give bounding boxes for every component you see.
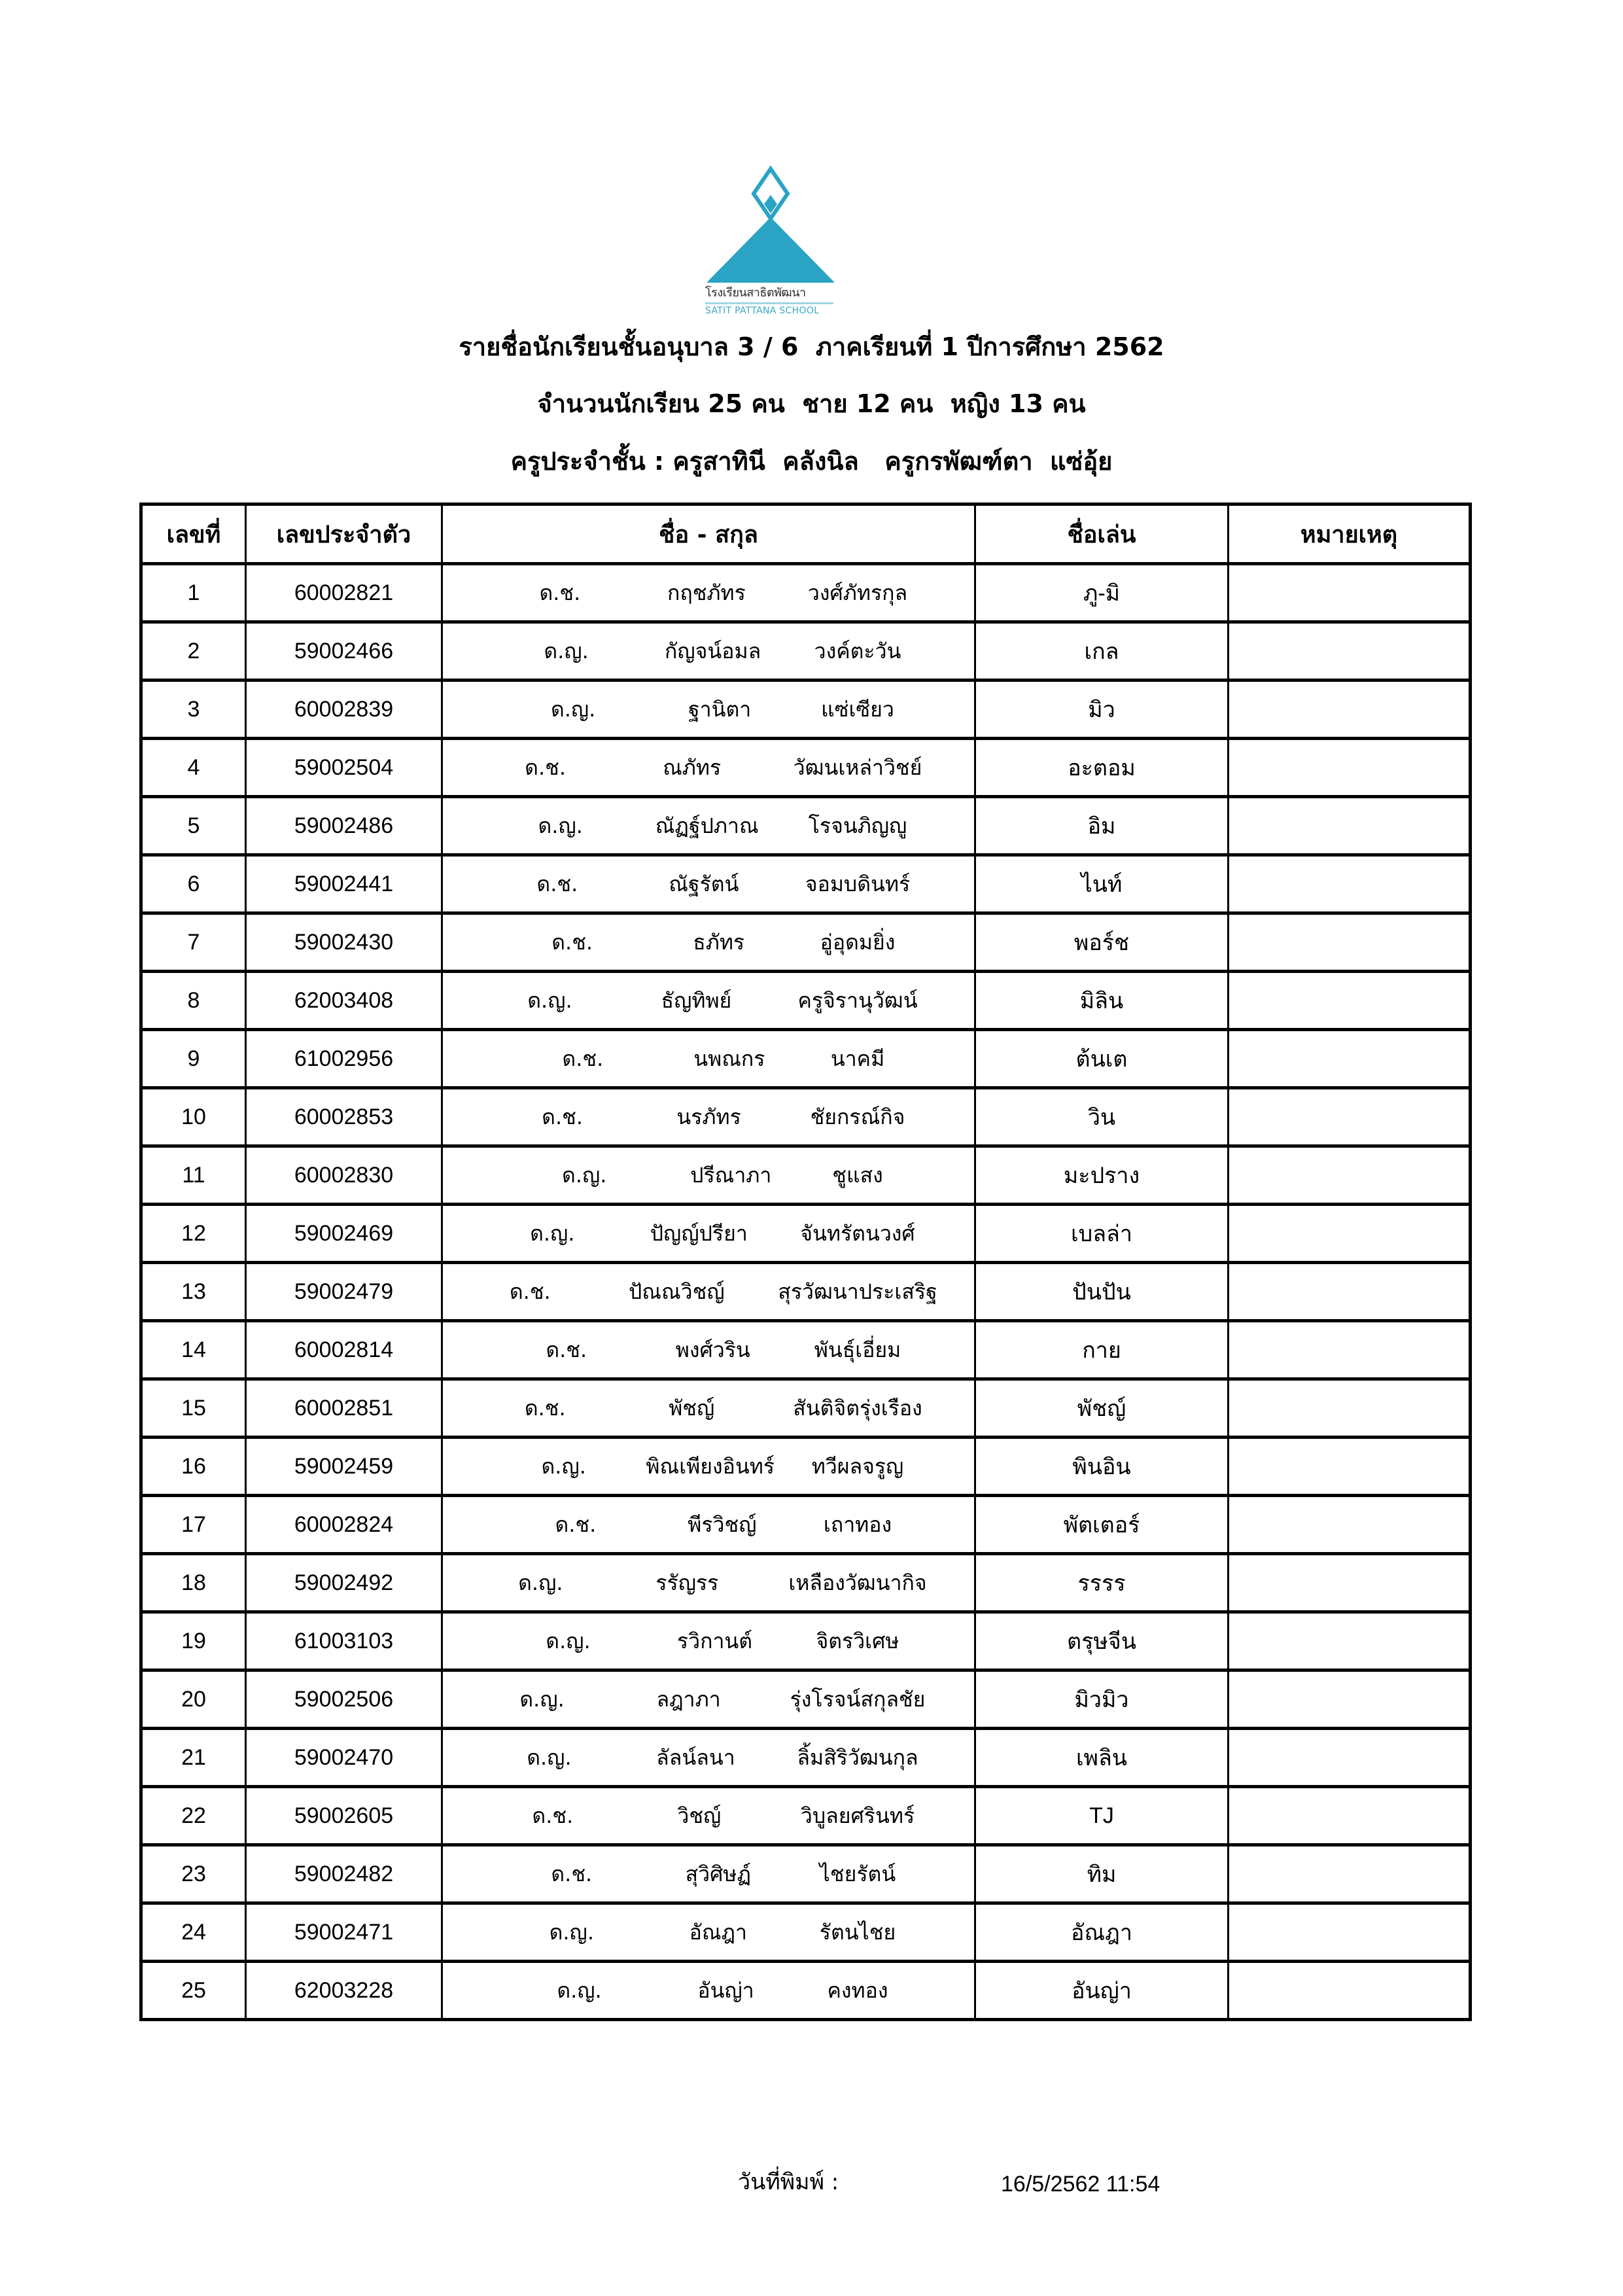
full-name-cell (442, 1845, 975, 1903)
remarks (1229, 855, 1471, 913)
full-name-cell (442, 739, 975, 797)
student-id: 59002471 (246, 1903, 442, 1962)
remarks (1229, 1205, 1471, 1263)
table-row (141, 564, 1471, 622)
table-row (141, 1379, 1471, 1438)
name-prefix: ด.ช. (542, 1104, 583, 1129)
table-row (141, 1146, 1471, 1205)
student-id: 59002470 (246, 1729, 442, 1787)
table-header-row (141, 504, 1471, 564)
row-number: 21 (141, 1729, 246, 1787)
table-row (141, 1205, 1471, 1263)
student-id: 59002459 (246, 1438, 442, 1496)
student-id: 60002824 (246, 1496, 442, 1554)
nickname: ไนท์ (975, 855, 1229, 913)
full-name-cell (442, 564, 975, 622)
row-number: 8 (141, 972, 246, 1030)
name-prefix: ด.ช. (562, 1046, 604, 1071)
row-number: 15 (141, 1379, 246, 1438)
remarks (1229, 1321, 1471, 1379)
table-row (141, 622, 1471, 680)
full-name-cell (442, 1146, 975, 1205)
last-name: ไชยรัตน์ (819, 1861, 896, 1886)
satit-pattana-triangle-logo-icon (692, 164, 849, 288)
first-name: พีรวิชญ์ (688, 1511, 757, 1537)
nickname: วิน (975, 1088, 1229, 1146)
row-number: 4 (141, 739, 246, 797)
table-row (141, 1787, 1471, 1845)
full-name-cell (442, 680, 975, 739)
nickname: อิม (975, 797, 1229, 855)
student-id: 62003228 (246, 1962, 442, 2020)
name-prefix: ด.ช. (555, 1511, 597, 1537)
row-number: 3 (141, 680, 246, 739)
first-name: ฐานิตา (688, 696, 752, 722)
full-name-cell (442, 1962, 975, 2020)
row-number: 17 (141, 1496, 246, 1554)
full-name-cell (442, 1554, 975, 1612)
name-prefix: ด.ช. (536, 871, 578, 896)
nickname: ปันปัน (975, 1263, 1229, 1321)
row-number: 22 (141, 1787, 246, 1845)
first-name: ธัญทิพย์ (661, 987, 732, 1013)
full-name-cell (442, 1205, 975, 1263)
last-name: ชูแสง (832, 1162, 883, 1188)
nickname: พอร์ช (975, 913, 1229, 972)
full-name-cell (442, 1438, 975, 1496)
nickname: มิลิน (975, 972, 1229, 1030)
last-name: วงศ์ภัทรกุล (807, 580, 908, 605)
last-name: จิตรวิเศษ (816, 1628, 899, 1653)
first-name: วิชญ์ (677, 1803, 722, 1828)
last-name: พันธุ์เอี่ยม (814, 1337, 901, 1362)
school-logo (692, 164, 849, 321)
row-number: 1 (141, 564, 246, 622)
student-id: 61003103 (246, 1612, 442, 1670)
last-name: ลิ้มสิริวัฒนกุล (797, 1744, 918, 1770)
student-id: 62003408 (246, 972, 442, 1030)
row-number: 5 (141, 797, 246, 855)
last-name: อู่อุดมยิ่ง (820, 929, 896, 955)
remarks (1229, 1146, 1471, 1205)
remarks (1229, 797, 1471, 855)
nickname: อัณฎา (975, 1903, 1229, 1962)
table-row (141, 855, 1471, 913)
remarks (1229, 622, 1471, 680)
name-prefix: ด.ช. (539, 580, 581, 605)
remarks (1229, 913, 1471, 972)
first-name: รวิกานต์ (676, 1628, 753, 1653)
row-number: 7 (141, 913, 246, 972)
full-name-cell (442, 797, 975, 855)
nickname: พินอิน (975, 1438, 1229, 1496)
first-name: ปัญญ์ปรียา (650, 1220, 748, 1246)
first-name: ณัฏฐ์ปภาณ (655, 813, 759, 838)
student-id: 59002466 (246, 622, 442, 680)
nickname: พัชญ์ (975, 1379, 1229, 1438)
name-prefix: ด.ญ. (550, 696, 596, 722)
first-name: ปัณณวิชญ์ (628, 1279, 725, 1304)
last-name: วัฒนเหล่าวิชย์ (793, 754, 922, 780)
last-name: ครูจิรานุวัฒน์ (797, 987, 918, 1013)
nickname: มะปราง (975, 1146, 1229, 1205)
full-name-cell (442, 855, 975, 913)
last-name: จอมบดินทร์ (805, 871, 911, 896)
full-name-cell (442, 913, 975, 972)
remarks (1229, 1729, 1471, 1787)
remarks (1229, 1438, 1471, 1496)
row-number: 12 (141, 1205, 246, 1263)
first-name: ณภัทร (663, 754, 722, 780)
column-header-number: เลขที่ (141, 504, 246, 564)
full-name-cell (442, 1379, 975, 1438)
student-count-summary: จำนวนนักเรียน 25 คน ชาย 12 คน หญิง 13 คน (537, 389, 1086, 418)
remarks (1229, 1612, 1471, 1670)
row-number: 20 (141, 1670, 246, 1729)
full-name-cell (442, 622, 975, 680)
nickname: กาย (975, 1321, 1229, 1379)
last-name: แซ่เซียว (821, 696, 894, 722)
first-name: ลัลน์ลนา (656, 1744, 735, 1770)
table-row (141, 913, 1471, 972)
full-name-cell (442, 1263, 975, 1321)
remarks (1229, 739, 1471, 797)
last-name: โรจนภิญญู (808, 813, 907, 838)
row-number: 14 (141, 1321, 246, 1379)
name-prefix: ด.ญ. (562, 1162, 607, 1188)
name-prefix: ด.ญ. (527, 987, 572, 1013)
table-row (141, 797, 1471, 855)
student-id: 60002830 (246, 1146, 442, 1205)
row-number: 6 (141, 855, 246, 913)
name-prefix: ด.ช. (509, 1279, 551, 1304)
row-number: 11 (141, 1146, 246, 1205)
student-id: 59002506 (246, 1670, 442, 1729)
first-name: ปรีณาภา (690, 1162, 772, 1188)
print-date-value: 16/5/2562 11:54 (1001, 2172, 1161, 2197)
full-name-cell (442, 1612, 975, 1670)
nickname: เกล (975, 622, 1229, 680)
name-prefix: ด.ญ. (518, 1570, 563, 1595)
student-id: 59002479 (246, 1263, 442, 1321)
table-row (141, 1670, 1471, 1729)
table-row (141, 1088, 1471, 1146)
full-name-cell (442, 1496, 975, 1554)
name-prefix: ด.ญ. (557, 1977, 602, 2003)
remarks (1229, 1962, 1471, 2020)
name-prefix: ด.ญ. (544, 638, 589, 663)
first-name: อัณฎา (689, 1919, 747, 1945)
first-name: รรัญรร (655, 1570, 719, 1595)
last-name: จันทรัตนวงศ์ (800, 1220, 915, 1246)
table-row (141, 1496, 1471, 1554)
student-id: 59002504 (246, 739, 442, 797)
full-name-cell (442, 1088, 975, 1146)
first-name: กัญจน์อมล (665, 638, 761, 663)
remarks (1229, 1903, 1471, 1962)
nickname: เพลิน (975, 1729, 1229, 1787)
homeroom-teachers: ครูประจำชั้น : ครูสาทินี คลังนิล ครูกรพัฒฑ์ตา แซ่อุ้ย (510, 447, 1113, 476)
row-number: 2 (141, 622, 246, 680)
first-name: พงศ์วริน (675, 1337, 750, 1362)
first-name: ลฎาภา (656, 1686, 721, 1712)
row-number: 9 (141, 1030, 246, 1088)
row-number: 24 (141, 1903, 246, 1962)
last-name: สุรวัฒนาประเสริฐ (778, 1279, 937, 1304)
remarks (1229, 1263, 1471, 1321)
name-prefix: ด.ช. (524, 1395, 566, 1421)
name-prefix: ด.ญ. (549, 1919, 594, 1945)
student-id: 59002469 (246, 1205, 442, 1263)
row-number: 18 (141, 1554, 246, 1612)
nickname: ทิม (975, 1845, 1229, 1903)
nickname: พัตเตอร์ (975, 1496, 1229, 1554)
remarks (1229, 1496, 1471, 1554)
logo-divider (705, 302, 833, 304)
table-row (141, 1729, 1471, 1787)
name-prefix: ด.ญ. (546, 1628, 591, 1653)
last-name: วิบูลยศรินทร์ (800, 1803, 915, 1828)
name-prefix: ด.ญ. (519, 1686, 565, 1712)
table-row (141, 1263, 1471, 1321)
table-row (141, 1554, 1471, 1612)
row-number: 25 (141, 1962, 246, 2020)
last-name: คงทอง (827, 1977, 888, 2003)
student-id: 60002851 (246, 1379, 442, 1438)
remarks (1229, 564, 1471, 622)
first-name: พัชญ์ (669, 1395, 715, 1421)
table-row (141, 1321, 1471, 1379)
student-id: 60002814 (246, 1321, 442, 1379)
student-roster-table (139, 503, 1472, 2021)
last-name: ชัยกรณ์กิจ (810, 1104, 905, 1129)
name-prefix: ด.ญ. (541, 1453, 586, 1479)
row-number: 19 (141, 1612, 246, 1670)
row-number: 23 (141, 1845, 246, 1903)
nickname: ตรุษจีน (975, 1612, 1229, 1670)
first-name: พิณเพียงอินทร์ (646, 1453, 775, 1479)
student-id: 59002605 (246, 1787, 442, 1845)
name-prefix: ด.ช. (551, 929, 593, 955)
remarks (1229, 680, 1471, 739)
last-name: รุ่งโรจน์สกุลชัย (790, 1686, 926, 1712)
remarks (1229, 1670, 1471, 1729)
first-name: ธภัทร (693, 929, 745, 955)
first-name: ณัฐรัตน์ (669, 871, 739, 896)
table-row (141, 972, 1471, 1030)
name-prefix: ด.ช. (546, 1337, 587, 1362)
first-name: นรภัทร (676, 1104, 741, 1129)
full-name-cell (442, 1729, 975, 1787)
full-name-cell (442, 1321, 975, 1379)
student-id: 59002492 (246, 1554, 442, 1612)
table-row (141, 1903, 1471, 1962)
nickname: อันญ่า (975, 1962, 1229, 2020)
row-number: 13 (141, 1263, 246, 1321)
table-row (141, 739, 1471, 797)
first-name: อันญ่า (697, 1977, 754, 2003)
last-name: รัตนไชย (819, 1919, 896, 1945)
name-prefix: ด.ญ. (527, 1744, 572, 1770)
column-header-nickname: ชื่อเล่น (975, 504, 1229, 564)
remarks (1229, 1088, 1471, 1146)
nickname: TJ (975, 1787, 1229, 1845)
school-name-english: SATIT PATTANA SCHOOL (705, 306, 820, 316)
document-title: รายชื่อนักเรียนชั้นอนุบาล 3 / 6 ภาคเรียนที่ 1 ปีการศึกษา 2562 (459, 332, 1164, 361)
last-name: เถาทอง (823, 1511, 892, 1537)
name-prefix: ด.ญ. (538, 813, 583, 838)
row-number: 10 (141, 1088, 246, 1146)
school-name-thai: โรงเรียนสาธิตพัฒนา (705, 286, 806, 300)
nickname: เบลล่า (975, 1205, 1229, 1263)
last-name: เหลืองวัฒนากิจ (788, 1570, 927, 1595)
student-id: 61002956 (246, 1030, 442, 1088)
student-id: 59002430 (246, 913, 442, 972)
remarks (1229, 1379, 1471, 1438)
name-prefix: ด.ช. (532, 1803, 574, 1828)
remarks (1229, 1845, 1471, 1903)
remarks (1229, 1554, 1471, 1612)
full-name-cell (442, 1030, 975, 1088)
nickname: ภู-มิ (975, 564, 1229, 622)
student-id: 60002853 (246, 1088, 442, 1146)
remarks (1229, 972, 1471, 1030)
name-prefix: ด.ช. (525, 754, 567, 780)
last-name: นาคมี (830, 1046, 885, 1071)
student-id: 60002839 (246, 680, 442, 739)
student-id: 60002821 (246, 564, 442, 622)
nickname: มิวมิว (975, 1670, 1229, 1729)
student-id: 59002441 (246, 855, 442, 913)
first-name: กฤชภัทร (667, 580, 746, 605)
nickname: ต้นเต (975, 1030, 1229, 1088)
last-name: สันติจิตรุ่งเรือง (793, 1395, 922, 1421)
table-row (141, 1962, 1471, 2020)
first-name: นพณกร (693, 1046, 765, 1071)
name-prefix: ด.ญ. (530, 1220, 575, 1246)
first-name: สุวิศิษฏ์ (685, 1861, 751, 1886)
remarks (1229, 1030, 1471, 1088)
full-name-cell (442, 1787, 975, 1845)
remarks (1229, 1787, 1471, 1845)
table-row (141, 1030, 1471, 1088)
column-header-full-name: ชื่อ - สกุล (442, 504, 975, 564)
last-name: วงค์ตะวัน (814, 638, 901, 663)
print-date-label: วันที่พิมพ์ : (738, 2169, 839, 2195)
student-id: 59002486 (246, 797, 442, 855)
last-name: ทวีผลจรูญ (811, 1453, 904, 1479)
table-row (141, 1612, 1471, 1670)
column-header-student-id: เลขประจำตัว (246, 504, 442, 564)
table-row (141, 680, 1471, 739)
nickname: มิว (975, 680, 1229, 739)
row-number: 16 (141, 1438, 246, 1496)
full-name-cell (442, 1903, 975, 1962)
nickname: อะตอม (975, 739, 1229, 797)
nickname: รรรร (975, 1554, 1229, 1612)
full-name-cell (442, 972, 975, 1030)
name-prefix: ด.ช. (551, 1861, 593, 1886)
column-header-remarks: หมายเหตุ (1229, 504, 1471, 564)
student-id: 59002482 (246, 1845, 442, 1903)
table-row (141, 1845, 1471, 1903)
full-name-cell (442, 1670, 975, 1729)
table-row (141, 1438, 1471, 1496)
